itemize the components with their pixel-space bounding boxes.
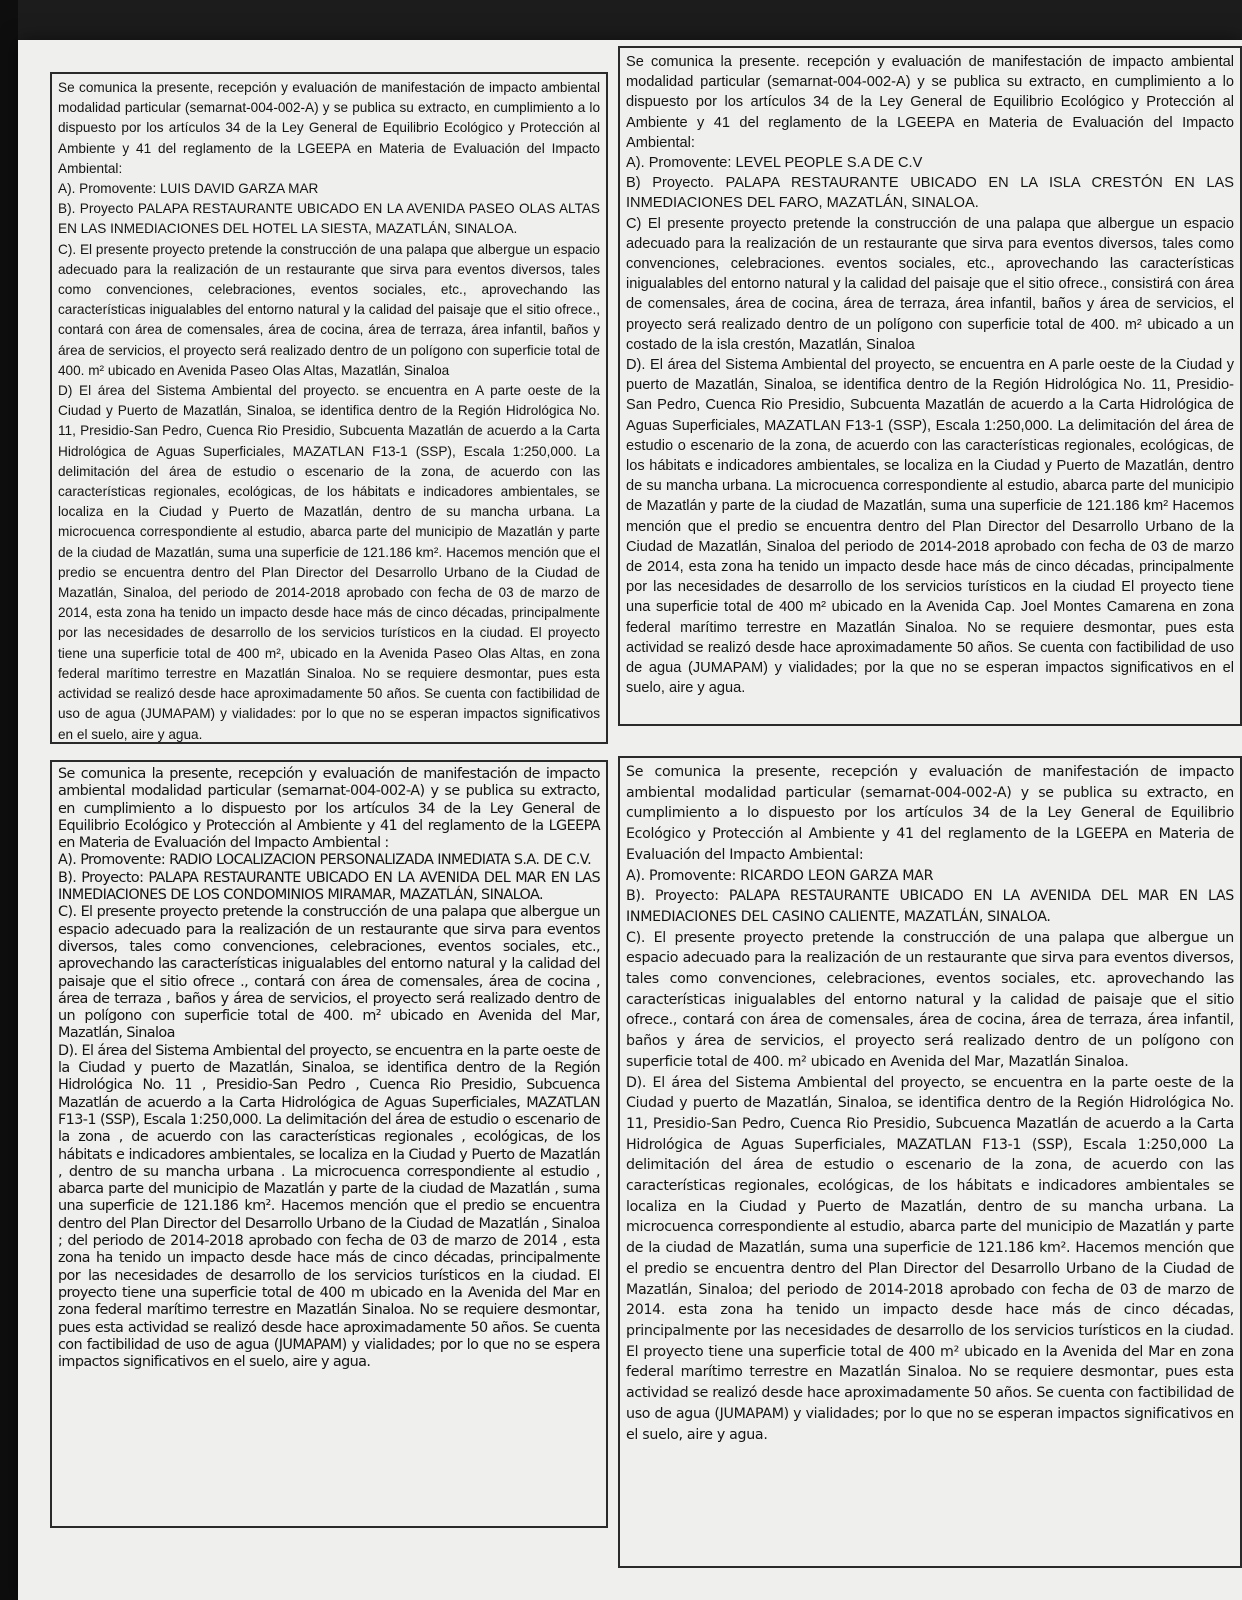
- notice-proyecto: B) Proyecto. PALAPA RESTAURANTE UBICADO EN LA ISLA CRESTÓN EN LAS INMEDIACIONES DEL FARO, MAZATLÁN, SINALOA.: [626, 175, 1234, 212]
- notice-promovente: A). Promovente: RADIO LOCALIZACION PERSONALIZADA INMEDIATA S.A. DE C.V.: [58, 852, 592, 869]
- notice-intro: Se comunica la presente, recepción y evaluación de manifestación de impacto ambiental modalidad particular (semarnat-004-002-A) y se publica su extracto, en cumplimiento a lo dispuesto por los artículos 34 de la Ley General de Equilibrio Ecológico y Protección al Ambiente y 41 del reglamento de la LGEEPA en Materia de Evaluación del Impacto Ambiental:: [58, 80, 600, 176]
- notice-environmental-system: D). El área del Sistema Ambiental del proyecto, se encuentra en A parle oeste de la Ciudad y puerto de Mazatlán, Sinaloa, se identifica dentro de la Región Hidrológica No. 11, Presidio-San Pedro, Cuenca Rio Presidio, Subcuenta Mazatlán de acuerdo a la Carta Hidrológica de Aguas Superficiales, MAZATLAN F13-1 (SSP), Escala 1:250,000. La delimitación del área de estudio o escenario de la zona, de acuerdo con las características regionales, ecológicas, de los hábitats e indicadores ambientales, se localiza en la Ciudad y Puerto de Mazatlán, dentro de su mancha urbana. La microcuenca correspondiente al estudio, abarca parte del municipio de Mazatlán y parte de la ciudad de Mazatlán, suma una superficie de 121.186 km² Hacemos mención que el predio se encuentra dentro del Plan Director del Desarrollo Urbano de la Ciudad de Mazatlán, Sinaloa del periodo de 2014-2018 aprobado con fecha de 03 de marzo de 2014, esta zona ha tenido un impacto desde hace más de cinco décadas, principalmente por las necesidades de desarrollo de los servicios turísticos en la ciudad El proyecto tiene una superficie total de 400 m² ubicado en la Avenida Cap. Joel Montes Camarena en zona federal marítimo terrestre en Mazatlán Sinaloa. No se requiere desmontar, pues esta actividad se realizó desde hace aproximadamente 50 años. Se cuenta con factibilidad de uso de agua (JUMAPAM) y vialidades; por la que no se esperan impactos significativos en el suelo, aire y agua.: [626, 357, 1234, 697]
- notice-3: [50, 760, 608, 1528]
- notice-environmental-system: D). El área del Sistema Ambiental del proyecto, se encuentra en la parte oeste de la Ciudad y puerto de Mazatlán, Sinaloa, se identifica dentro de la Región Hidrológica No. 11 , Presidio-San Pedro , Cuenca Rio Presidio, Subcuenca Mazatlán de acuerdo a la Carta Hidrológica de Aguas Superficiales, MAZATLAN F13-1 (SSP), Escala 1:250,000. La delimitación del área de estudio o escenario de la zona , de acuerdo con las características regionales , ecológicas, de los hábitats e indicadores ambientales, se localiza en la Ciudad y Puerto de Mazatlán , dentro de su mancha urbana . La microcuenca correspondiente al estudio , abarca parte del municipio de Mazatlán y parte de la ciudad de Mazatlán , suma una superficie de 121.186 km². Hacemos mención que el predio se encuentra dentro del Plan Director del Desarrollo Urbano de la Ciudad de Mazatlán , Sinaloa ; del periodo de 2014-2018 aprobado con fecha de 03 de marzo de 2014 , esta zona ha tenido un impacto desde hace más de cinco décadas, principalmente por las necesidades de desarrollo de los servicios turísticos en la ciudad. El proyecto tiene una superficie total de 400 m ubicado en la Avenida del Mar en zona federal marítimo terrestre en Mazatlán Sinaloa. No se requiere desmontar, pues esta actividad se realizó desde hace aproximadamente 50 años. Se cuenta con factibilidad de uso de agua (JUMAPAM) y vialidades; por lo que no se espera impactos significativos en el suelo, aire y agua.: [58, 1042, 600, 1371]
- background-surface: [0, 0, 18, 1600]
- notice-4: [618, 756, 1242, 1568]
- printed-sheet: [18, 40, 1242, 1600]
- notice-proyecto: B). Proyecto: PALAPA RESTAURANTE UBICADO EN LA AVENIDA DEL MAR EN LAS INMEDIACIONES DE LOS CONDOMINIOS MIRAMAR, MAZATLÁN, SINALOA.: [58, 869, 600, 904]
- notice-2: [618, 46, 1242, 726]
- notice-description: C). El presente proyecto pretende la construcción de una palapa que albergue un espacio adecuado para la realización de un restaurante que sirva para eventos diversos, tales como convenciones, celebraciones, eventos sociales, etc., aprovechando las características inigualables del entorno natural y la calidad del paisaje que el sitio ofrece., contará con área de comensales, área de cocina, área de terraza, área infantil, baños y área de servicios, el proyecto será realizado dentro de un polígono con superficie total de 400. m² ubicado en Avenida Paseo Olas Altas, Mazatlán, Sinaloa: [58, 241, 600, 378]
- notice-1: [50, 72, 608, 744]
- notice-proyecto: B). Proyecto PALAPA RESTAURANTE UBICADO EN LA AVENIDA PASEO OLAS ALTAS EN LAS INMEDIACIONES DEL HOTEL LA SIESTA, MAZATLÁN, SINALOA.: [58, 201, 600, 237]
- notice-intro: Se comunica la presente, recepción y evaluación de manifestación de impacto ambiental modalidad particular (semarnat-004-002-A) y se publica su extracto, en cumplimiento a lo dispuesto por los artículos 34 de la Ley General de Equilibrio Ecológico y Protección al Ambiente y 41 del reglamento de la LGEEPA en Materia de Evaluación del Impacto Ambiental :: [58, 766, 600, 852]
- notice-description: C) El presente proyecto pretende la construcción de una palapa que albergue un espacio adecuado para la realización de un restaurante que sirva para eventos diversos, tales como convenciones, celebraciones. eventos sociales, etc., aprovechando las características inigualables del entorno natural y la calidad del paisaje que el sitio ofrece., consistirá con área de comensales, área de cocina, área de terraza, área infantil, baños y área de servicios, el proyecto será realizado dentro de un polígono con superficie total de 400. m² ubicado a un costado de la isla crestón, Mazatlán, Sinaloa: [626, 215, 1234, 353]
- notice-promovente: A). Promovente: LEVEL PEOPLE S.A DE C.V: [626, 155, 923, 172]
- notice-intro: Se comunica la presente. recepción y evaluación de manifestación de impacto ambiental modalidad particular (semarnat-004-002-A) y se publica su extracto, en cumplimiento a lo dispuesto por los artículos 34 de la Ley General de Equilibrio Ecológico y Protección al Ambiente y 41 del reglamento de la LGEEPA en Materia de Evaluación del Impacto Ambiental:: [626, 54, 1234, 151]
- notice-proyecto: B). Proyecto: PALAPA RESTAURANTE UBICADO EN LA AVENIDA DEL MAR EN LAS INMEDIACIONES DEL CASINO CALIENTE, MAZATLÁN, SINALOA.: [626, 888, 1234, 925]
- notice-intro: Se comunica la presente, recepción y evaluación de manifestación de impacto ambiental modalidad particular (semarnat-004-002-A) y se publica su extracto, en cumplimiento a lo dispuesto por los artículos 34 de la Ley General de Equilibrio Ecológico y Protección al Ambiente y 41 del reglamento de la LGEEPA en Materia de Evaluación del Impacto Ambiental:: [626, 764, 1234, 863]
- notice-description: C). El presente proyecto pretende la construcción de una palapa que albergue un espacio adecuado para la realización de un restaurante que sirva para eventos diversos, tales como convenciones, celebraciones, eventos sociales, etc., aprovechando las características inigualables del entorno natural y la calidad del paisaje que el sitio ofrece ., contará con área de comensales, área de cocina , área de terraza , baños y área de servicios, el proyecto será realizado dentro de un polígono con superficie total de 400. m² ubicado en Avenida del Mar, Mazatlán, Sinaloa: [58, 904, 600, 1042]
- notice-environmental-system: D). El área del Sistema Ambiental del proyecto, se encuentra en la parte oeste de la Ciudad y puerto de Mazatlán, Sinaloa, se identifica dentro de la Región Hidrológica No. 11, Presidio-San Pedro, Cuenca Rio Presidio, Subcuenca Mazatlán de acuerdo a la Carta Hidrológica de Aguas Superficiales, MAZATLAN F13-1 (SSP), Escala 1:250,000 La delimitación del área de estudio o escenario de la zona, de acuerdo con las características regionales, ecológicas, de los hábitats e indicadores ambientales se localiza en la Ciudad y Puerto de Mazatlán, dentro de su mancha urbana. La microcuenca correspondiente al estudio, abarca parte del municipio de Mazatlán y parte de la ciudad de Mazatlán, suma una superficie de 121.186 km². Hacemos mención que el predio se encuentra dentro del Plan Director del Desarrollo Urbano de la Ciudad de Mazatlán, Sinaloa; del periodo de 2014-2018 aprobado con fecha de 03 de marzo de 2014. esta zona ha tenido un impacto desde hace más de cinco décadas, principalmente por las necesidades de desarrollo de los servicios turísticos en la ciudad. El proyecto tiene una superficie total de 400 m² ubicado en la Avenida del Mar en zona federal marítimo terrestre en Mazatlán Sinaloa. No se requiere desmontar, pues esta actividad se realizó desde hace aproximadamente 50 años. Se cuenta con factibilidad de uso de agua (JUMAPAM) y vialidades; por lo que no se esperan impactos significativos en el suelo, aire y agua.: [626, 1074, 1234, 1443]
- notice-promovente: A). Promovente: LUIS DAVID GARZA MAR: [58, 181, 319, 197]
- notice-environmental-system: D) El área del Sistema Ambiental del proyecto. se encuentra en A parte oeste de la Ciudad y Puerto de Mazatlán, Sinaloa, se identifica dentro de la Región Hidrológica No. 11, Presidio-San Pedro, Cuenca Rio Presidio, Subcuenta Mazatlán de acuerdo a la Carta Hidrológica de Aguas Superficiales, MAZATLAN F13-1 (SSP), Escala 1:250,000. La delimitación del área de estudio o escenario de la zona, de acuerdo con las características regionales, ecológicas, de los hábitats e indicadores ambientales, se localiza en la Ciudad y Puerto de Mazatlán, dentro de su mancha urbana. La microcuenca correspondiente al estudio, abarca parte del municipio de Mazatlán y parte de la ciudad de Mazatlán, suma una superficie de 121.186 km². Hacemos mención que el predio se encuentra dentro del Plan Director del Desarrollo Urbano de la Ciudad de Mazatlán, Sinaloa, del periodo de 2014-2018 aprobado con fecha de 03 de marzo de 2014, esta zona ha tenido un impacto desde hace más de cinco décadas, principalmente por las necesidades de desarrollo de los servicios turísticos en la ciudad. El proyecto tiene una superficie total de 400 m², ubicado en la Avenida Paseo Olas Altas, en zona federal marítimo terrestre en Mazatlán Sinaloa. No se requiere desmontar, pues esta actividad se realizó desde hace aproximadamente 50 años. Se cuenta con factibilidad de uso de agua (JUMAPAM) y vialidades: por lo que no se esperan impactos significativos en el suelo, aire y agua.: [58, 383, 600, 742]
- notice-description: C). El presente proyecto pretende la construcción de una palapa que albergue un espacio adecuado para la realización de un restaurante que sirva para eventos diversos, tales como convenciones, celebraciones, eventos sociales, etc. aprovechando las características inigualables del entorno natural y la calidad de paisaje que el sitio ofrece., contará con área de comensales, área de cocina, área de terraza, área infantil, baños y área de servicios, el proyecto será realizado dentro de un polígono con superficie total de 400. m² ubicado en Avenida del Mar, Mazatlán Sinaloa.: [626, 929, 1234, 1070]
- notice-promovente: A). Promovente: RICARDO LEON GARZA MAR: [626, 867, 934, 884]
